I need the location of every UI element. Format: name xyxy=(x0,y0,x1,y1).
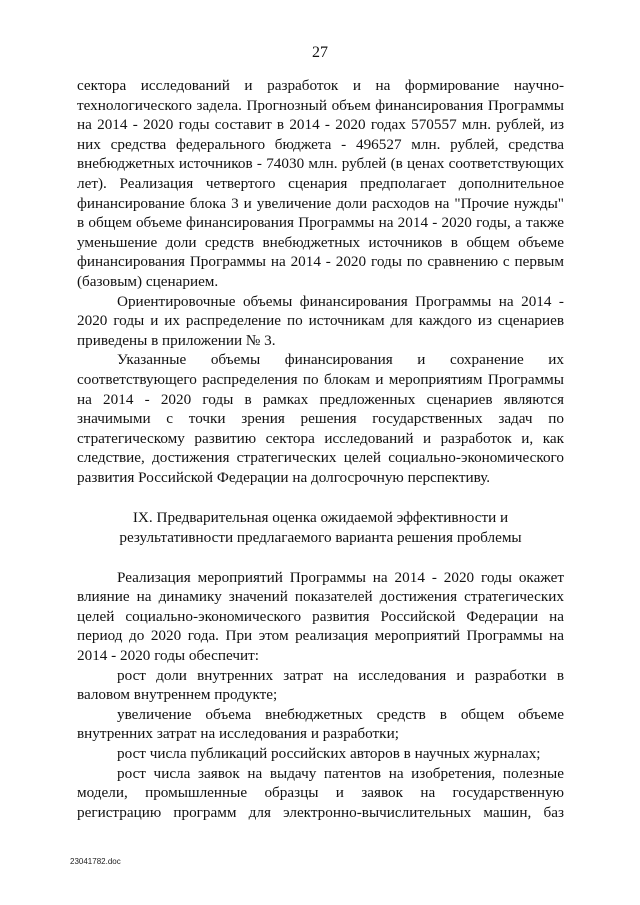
document-body xyxy=(77,76,564,822)
paragraph-financing-significance: Указанные объемы финансирования и сохранение их соответствующего распределения по блокам и мероприятиям Программы на 2014 - 2020 годы в рамках предложенных сценариев являются значимыми с точки зрения решения государственных задач по стратегическому развитию сектора исследований и разработок и, как следствие, достижения стратегических целей социально-экономического развития Российской Федерации на долгосрочную перспективу. xyxy=(77,351,564,486)
list-item-patent-applications: рост числа заявок на выдачу патентов на изобретения, полезные модели, промышленные образцы и заявок на государственную регистрацию программ для электронно-вычислительных машин, баз xyxy=(77,764,564,821)
section-heading-line-2: результативности предлагаемого варианта решения проблемы xyxy=(119,529,522,547)
paragraph-financing-continuation: сектора исследований и разработок и на формирование научно-технологического задела. Прогнозный объем финансирования Программы на 2014 - 2020 годы составит в 2014 - 2020 годах 570557 млн. рублей, из них средства федерального бюджета - 496527 млн. рублей, средства внебюджетных источников - 74030 млн. рублей (в ценах соответствующих лет). Реализация четвертого сценария предполагает дополнительное финансирование блока 3 и увеличение доли расходов на "Прочие нужды" в общем объеме финансирования Программы на 2014 - 2020 годы, а также уменьшение доли средств внебюджетных источников в общем объеме финансирования Программы на 2014 - 2020 годы по сравнению с первым (базовым) сценарием. xyxy=(77,77,564,290)
page-number: 27 xyxy=(312,44,328,61)
paragraph-financing-volumes: Ориентировочные объемы финансирования Программы на 2014 - 2020 годы и их распределение по источникам для каждого из сценариев приведены в приложении № 3. xyxy=(77,292,564,349)
section-heading xyxy=(77,508,564,547)
paragraph-impact-intro: Реализация мероприятий Программы на 2014 - 2020 годы окажет влияние на динамику значений показателей достижения стратегических целей социально-экономического развития Российской Федерации на период до 2020 года. При этом реализация мероприятий Программы на 2014 - 2020 годы обеспечит: xyxy=(77,568,564,665)
list-item-publications: рост числа публикаций российских авторов в научных журналах; xyxy=(117,745,541,762)
section-heading-line-1: IX. Предварительная оценка ожидаемой эффективности и xyxy=(132,509,509,527)
list-item-offbudget-funds: увеличение объема внебюджетных средств в общем объеме внутренних затрат на исследования и разработки; xyxy=(77,705,564,743)
footer-filename: 23041782.doc xyxy=(70,857,121,866)
list-item-rnd-share: рост доли внутренних затрат на исследования и разработки в валовом внутреннем продукте; xyxy=(77,666,564,704)
